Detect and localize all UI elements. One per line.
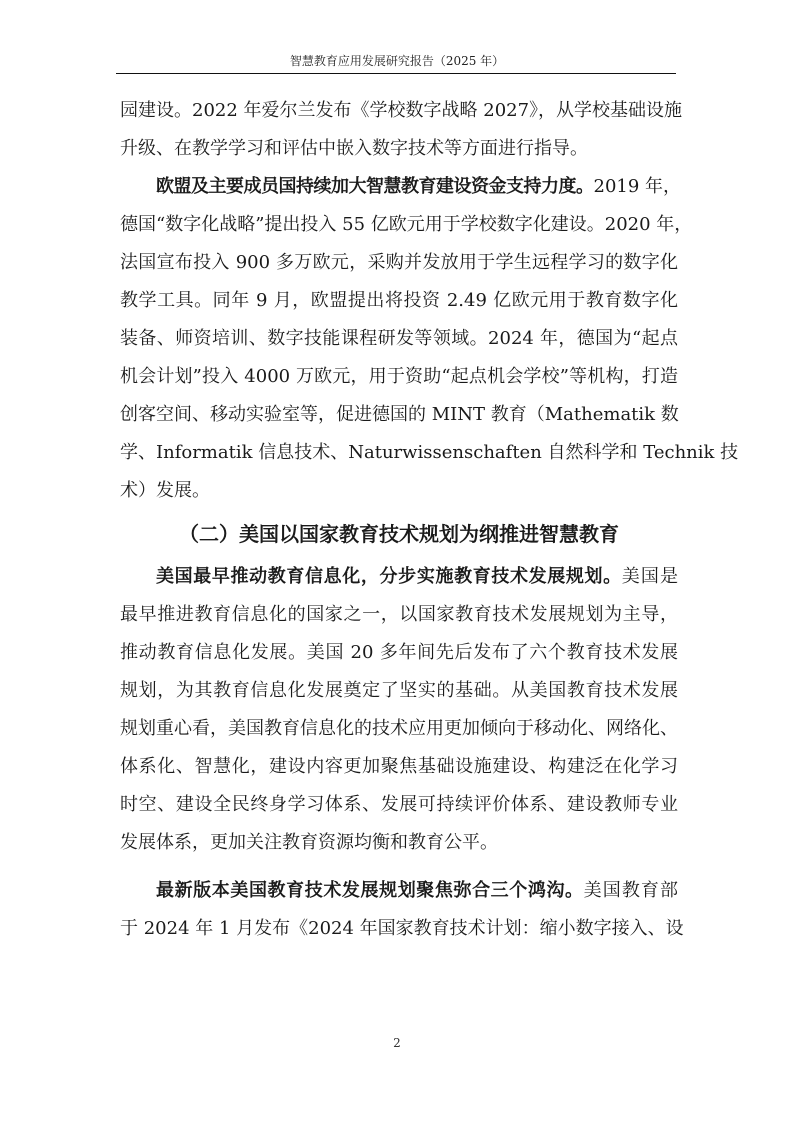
text-line: 德国“数字化战略”提出投入 55 亿欧元用于学校数字化建设。2020 年， (120, 214, 693, 235)
text-line: 于 2024 年 1 月发布《2024 年国家教育技术计划：缩小数字接入、设 (120, 918, 684, 939)
page-number: 2 (393, 1036, 401, 1050)
paragraph-lead: 最新版本美国教育技术发展规划聚焦弥合三个鸿沟。 (156, 880, 584, 901)
paragraph-eu-funding (120, 173, 739, 515)
text-line: 创客空间、移动实验室等，促进德国的 MINT 教育（Mathematik 数 (120, 404, 679, 425)
text-line: 规划，为其教育信息化发展奠定了坚实的基础。从美国教育技术发展 (120, 680, 678, 701)
text-line: 推动教育信息化发展。美国 20 多年间先后发布了六个教育技术发展 (120, 642, 678, 663)
text-line (120, 877, 678, 915)
paragraph-gap (120, 867, 678, 877)
text-line: 学、Informatik 信息技术、Naturwissenschaften 自然科学和 Technik 技 (120, 442, 739, 463)
running-header: 智慧教育应用发展研究报告（2025 年） (289, 54, 505, 68)
text-line (120, 563, 678, 601)
text-line: 机会计划”投入 4000 万欧元，用于资助“起点机会学校”等机构，打造 (120, 366, 678, 387)
text-line: 最早推进教育信息化的国家之一，以国家教育技术发展规划为主导， (120, 604, 678, 625)
text-line: 时空、建设全民终身学习体系、发展可持续评价体系、建设教师专业 (120, 794, 678, 815)
paragraph-lead: 美国最早推动教育信息化，分步实施教育技术发展规划。 (156, 566, 622, 587)
text-line: 教学工具。同年 9 月，欧盟提出将投资 2.49 亿欧元用于教育数字化 (120, 290, 678, 311)
text-run: 美国是 (621, 566, 679, 587)
text-line (120, 173, 682, 211)
text-line: 园建设。2022 年爱尔兰发布《学校数字战略 2027》，从学校基础设施 (120, 100, 683, 121)
header-divider (116, 73, 676, 74)
text-line: 体系化、智慧化，建设内容更加聚焦基础设施建设、构建泛在化学习 (120, 756, 678, 777)
text-run: 2019 年， (593, 176, 682, 197)
text-line: 规划重心看，美国教育信息化的技术应用更加倾向于移动化、网络化、 (120, 718, 678, 739)
paragraph-us-latest-plan (120, 877, 684, 953)
text-run: 美国教育部 (583, 880, 679, 901)
text-line: 发展体系，更加关注教育资源均衡和教育公平。 (120, 832, 498, 853)
paragraph-ireland-strategy (120, 97, 683, 173)
document-body (120, 97, 739, 953)
text-line: 升级、在教学学习和评估中嵌入数字技术等方面进行指导。 (120, 138, 588, 159)
section-heading: （二）美国以国家教育技术规划为纲推进智慧教育 (179, 522, 619, 546)
paragraph-us-planning (120, 563, 678, 867)
text-line: 术）发展。 (120, 480, 210, 501)
text-line: 法国宣布投入 900 多万欧元，采购并发放用于学生远程学习的数字化 (120, 252, 678, 273)
text-line: 装备、师资培训、数字技能课程研发等领域。2024 年，德国为“起点 (120, 328, 678, 349)
paragraph-lead: 欧盟及主要成员国持续加大智慧教育建设资金支持力度。 (156, 176, 594, 197)
